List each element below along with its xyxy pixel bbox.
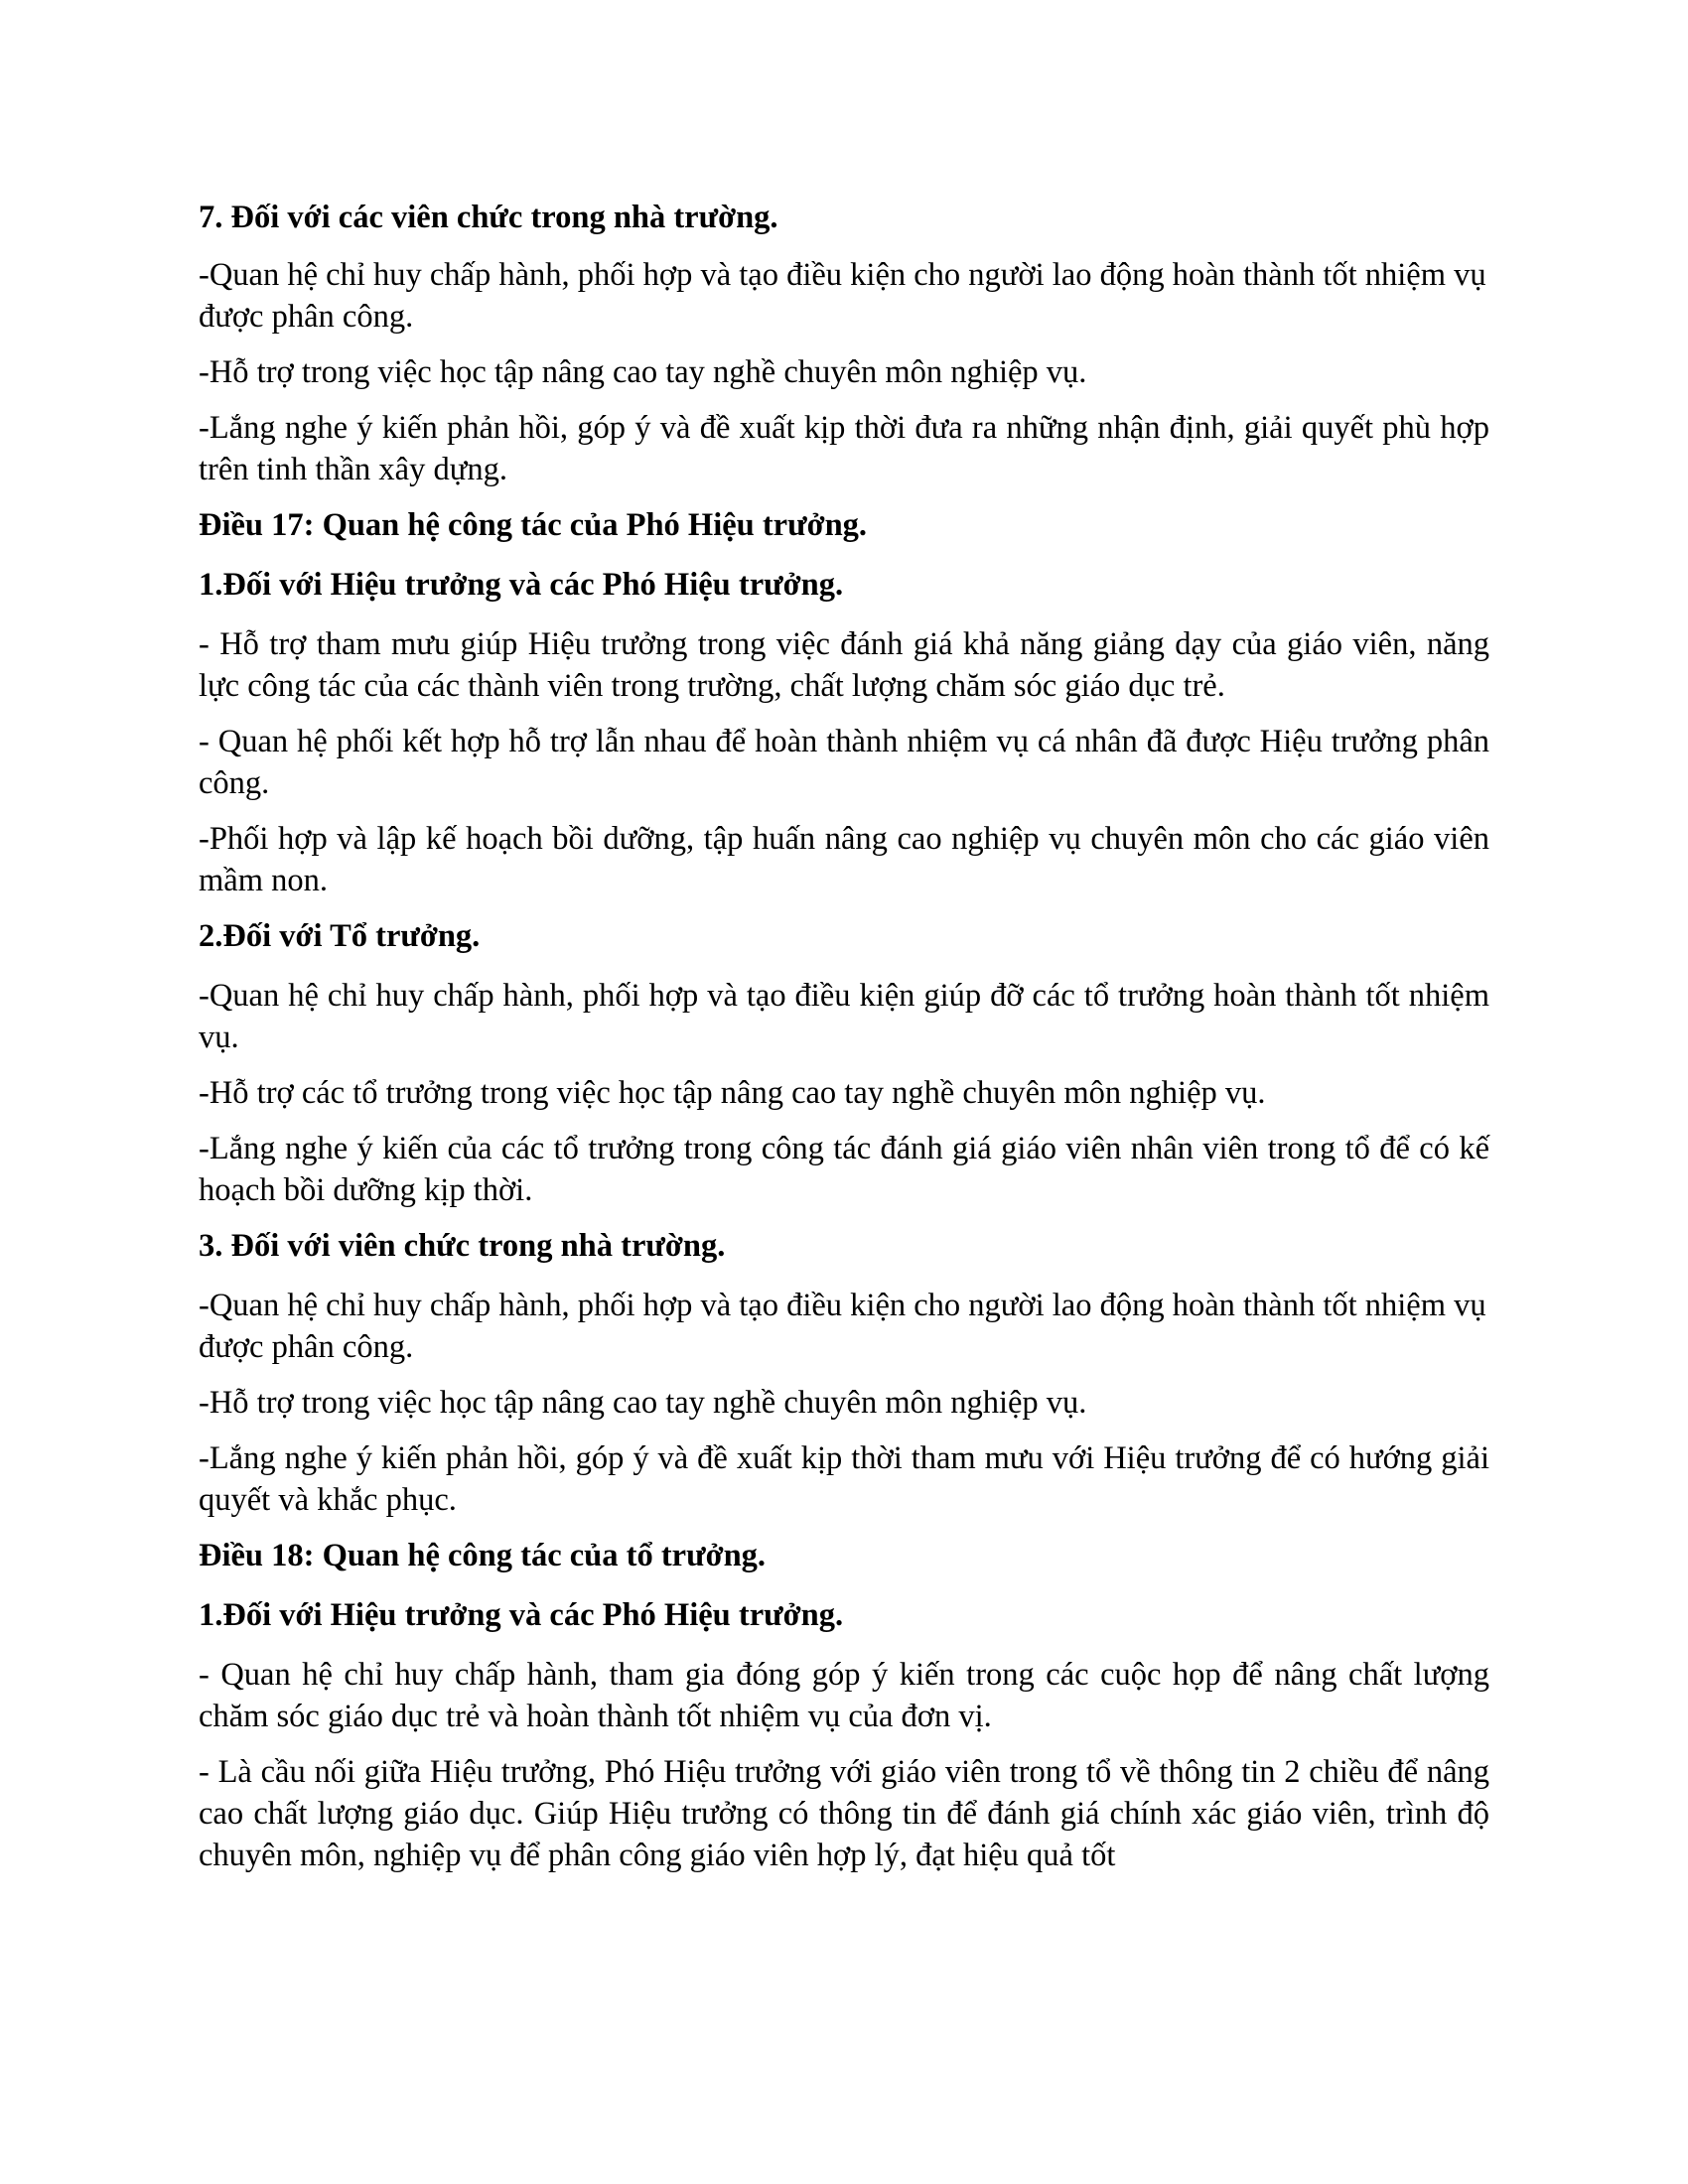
paragraph: -Quan hệ chỉ huy chấp hành, phối hợp và tạo điều kiện giúp đỡ các tổ trưởng hoàn thành tốt nhiệm vụ. — [199, 978, 1489, 1055]
paragraph: -Quan hệ chỉ huy chấp hành, phối hợp và tạo điều kiện cho người lao động hoàn thành tốt nhiệm vụ được phân công. — [199, 1288, 1486, 1365]
subsection-heading: 1.Đối với Hiệu trưởng và các Phó Hiệu trưởng. — [199, 567, 844, 603]
paragraph: -Hỗ trợ trong việc học tập nâng cao tay nghề chuyên môn nghiệp vụ. — [199, 354, 1087, 390]
paragraph: -Quan hệ chỉ huy chấp hành, phối hợp và tạo điều kiện cho người lao động hoàn thành tốt nhiệm vụ được phân công. — [199, 257, 1486, 335]
paragraph: - Quan hệ chỉ huy chấp hành, tham gia đóng góp ý kiến trong các cuộc họp để nâng chất lượng chăm sóc giáo dục trẻ và hoàn thành tốt nhiệm vụ của đơn vị. — [199, 1657, 1489, 1734]
paragraph: -Hỗ trợ trong việc học tập nâng cao tay nghề chuyên môn nghiệp vụ. — [199, 1385, 1087, 1421]
subsection-heading: 3. Đối với viên chức trong nhà trường. — [199, 1228, 726, 1264]
paragraph: -Lắng nghe ý kiến phản hồi, góp ý và đề xuất kịp thời đưa ra những nhận định, giải quyết phù hợp trên tinh thần xây dựng. — [199, 410, 1489, 487]
document-page — [199, 197, 1489, 1890]
article-heading-18: Điều 18: Quan hệ công tác của tổ trưởng. — [199, 1538, 767, 1573]
section-heading-7: 7. Đối với các viên chức trong nhà trường. — [199, 200, 778, 235]
paragraph: -Lắng nghe ý kiến phản hồi, góp ý và đề xuất kịp thời tham mưu với Hiệu trưởng để có hướng giải quyết và khắc phục. — [199, 1440, 1489, 1518]
subsection-heading: 1.Đối với Hiệu trưởng và các Phó Hiệu trưởng. — [199, 1597, 844, 1633]
paragraph: - Quan hệ phối kết hợp hỗ trợ lẫn nhau để hoàn thành nhiệm vụ cá nhân đã được Hiệu trưởng phân công. — [199, 724, 1489, 801]
article-heading-17: Điều 17: Quan hệ công tác của Phó Hiệu trưởng. — [199, 507, 868, 543]
paragraph: -Hỗ trợ các tổ trưởng trong việc học tập nâng cao tay nghề chuyên môn nghiệp vụ. — [199, 1075, 1266, 1111]
subsection-heading: 2.Đối với Tổ trưởng. — [199, 918, 481, 954]
paragraph: -Phối hợp và lập kế hoạch bồi dưỡng, tập huấn nâng cao nghiệp vụ chuyên môn cho các giáo viên mầm non. — [199, 821, 1489, 898]
paragraph: - Là cầu nối giữa Hiệu trưởng, Phó Hiệu trưởng với giáo viên trong tổ về thông tin 2 chiều để nâng cao chất lượng giáo dục. Giúp Hiệu trưởng có thông tin để đánh giá chính xác giáo viên, trình độ chuyên môn, nghiệp vụ để phân công giáo viên hợp lý, đạt hiệu quả tốt — [199, 1754, 1489, 1873]
paragraph: -Lắng nghe ý kiến của các tổ trưởng trong công tác đánh giá giáo viên nhân viên trong tổ để có kế hoạch bồi dưỡng kịp thời. — [199, 1131, 1489, 1208]
paragraph: - Hỗ trợ tham mưu giúp Hiệu trưởng trong việc đánh giá khả năng giảng dạy của giáo viên, năng lực công tác của các thành viên trong trường, chất lượng chăm sóc giáo dục trẻ. — [199, 626, 1489, 704]
